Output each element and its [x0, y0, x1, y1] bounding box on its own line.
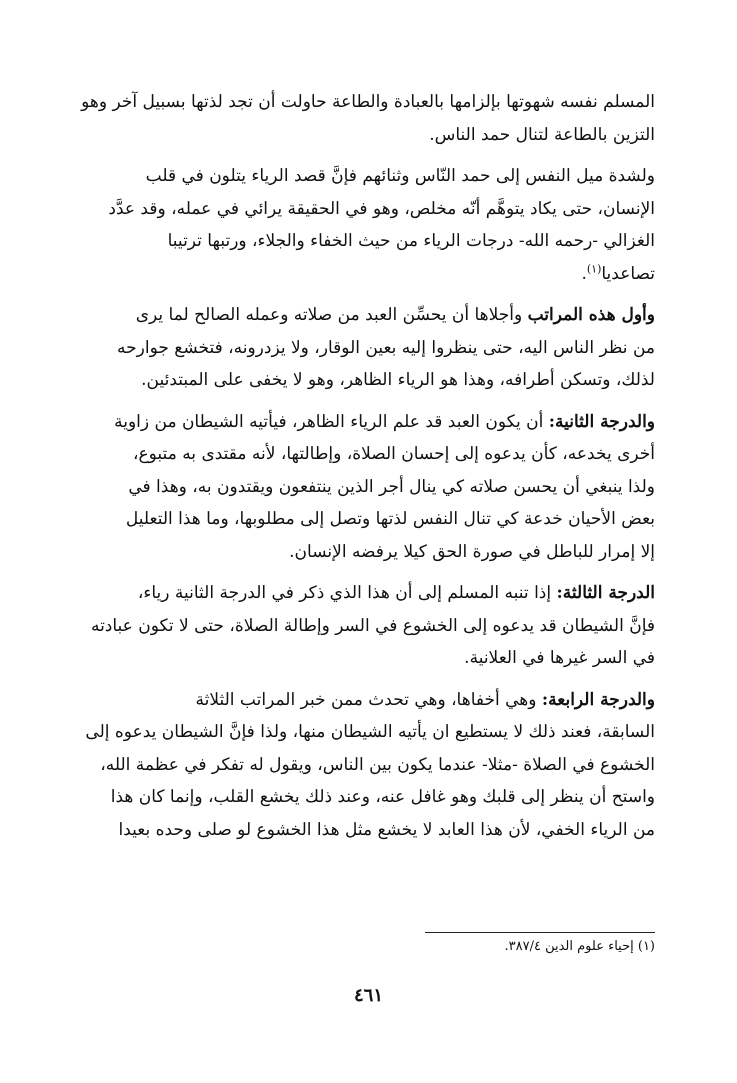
text-fragment: وأجلاها أن يحسِّن العبد من صلاته وعمله الصالح لما يرى: [135, 305, 528, 325]
text-line: من الرياء الخفي، لأن هذا العابد لا يخشع مثل هذا الخشوع لو صلى وحده بعيدا: [118, 819, 655, 840]
paragraph-1: [80, 86, 655, 151]
text-line: المسلم نفسه شهوتها بإلزامها بالعبادة والطاعة حاولت أن تجد لذتها بسبيل آخر وهو: [81, 92, 655, 112]
paragraph-lead: وأول هذه المراتب: [527, 305, 655, 325]
text-line: الغزالي -رحمه الله- درجات الرياء من حيث الخفاء والجلاء، ورتبها ترتيبا: [167, 231, 655, 251]
text-fragment: أن يكون العبد قد علم الرياء الظاهر، فيأتيه الشيطان من زاوية: [114, 411, 549, 432]
text-fragment: تصاعديا: [601, 263, 655, 284]
text-line: ولذا ينبغي أن يحسن صلاته كي ينال أجر الذين ينتفعون ويقتدون به، وهذا في: [128, 476, 655, 497]
text-line: [80, 406, 655, 439]
text-fragment: وهي أخفاها، وهي تحدث ممن خبر المراتب الثلاثة: [195, 689, 542, 710]
text-line: واستح أن ينظر إلى قلبك وهو غافل عنه، وعند ذلك يخشع القلب، وإنما كان هذا: [110, 787, 655, 807]
page-number: ٤٦١: [353, 985, 383, 1006]
text-line: الإنسان، حتى يكاد يتوهَّم أنّه مخلص، وهو في الحقيقة يرائي في عمله، وقد عدَّد: [108, 198, 655, 219]
paragraph-4: [80, 406, 655, 569]
text-line: [80, 299, 655, 332]
text-line: الخشوع في الصلاة -مثلا- عندما يكون بين الناس، ويقول له تفكر في عظمة الله،: [100, 754, 655, 775]
text-line: [80, 684, 655, 717]
text-line: [80, 577, 655, 610]
text-line: في السر غيرها في العلانية.: [464, 648, 655, 668]
paragraph-6: [80, 684, 655, 847]
text-line: لذلك، وتسكن أطرافه، وهذا هو الرياء الظاهر، وهو لا يخفى على المبتدئين.: [141, 370, 655, 390]
text-line: السابقة، فعند ذلك لا يستطيع ان يأتيه الشيطان منها، ولذا فإنَّ الشيطان يدعوه إلى: [85, 722, 655, 742]
paragraph-5: [80, 577, 655, 675]
text-line: التزين بالطاعة لتنال حمد الناس.: [429, 124, 655, 145]
paragraph-lead: والدرجة الثانية:: [548, 411, 655, 432]
text-fragment: إذا تنبه المسلم إلى أن هذا الذي ذكر في الدرجة الثانية رياء،: [137, 583, 557, 603]
text-line: [80, 258, 655, 291]
footnote-divider: [425, 932, 655, 933]
paragraph-lead: الدرجة الثالثة:: [556, 583, 655, 603]
text-line: فإنَّ الشيطان قد يدعوه إلى الخشوع في السر وإطالة الصلاة، حتى لا تكون عبادته: [90, 615, 655, 636]
paragraph-2: [80, 160, 655, 290]
text-line: إلا إمرار للباطل في صورة الحق كيلا يرفضه الإنسان.: [289, 541, 655, 562]
paragraph-lead: والدرجة الرابعة:: [541, 689, 655, 710]
text-line: بعض الأحيان خدعة كي تنال النفس لذتها وتصل إلى مطلوبها، وما هذا التعليل: [125, 509, 655, 529]
footnote: (١) إحياء علوم الدين ٣٨٧/٤.: [504, 939, 655, 954]
text-fragment: .: [581, 263, 587, 284]
page-body: [80, 86, 655, 855]
text-line: من نظر الناس اليه، حتى ينظروا إليه بعين الوقار، ولا يزدرونه، فتخشع جوارحه: [117, 337, 655, 358]
text-line: أخرى يخدعه، كأن يدعوه إلى إحسان الصلاة، وإطالتها، لأنه مقتدى به متبوع،: [133, 444, 655, 464]
paragraph-3: [80, 299, 655, 397]
text-line: ولشدة ميل النفس إلى حمد النّاس وثنائهم فإنَّ قصد الرياء يتلون في قلب: [145, 166, 655, 186]
footnote-reference: (١): [586, 261, 602, 275]
